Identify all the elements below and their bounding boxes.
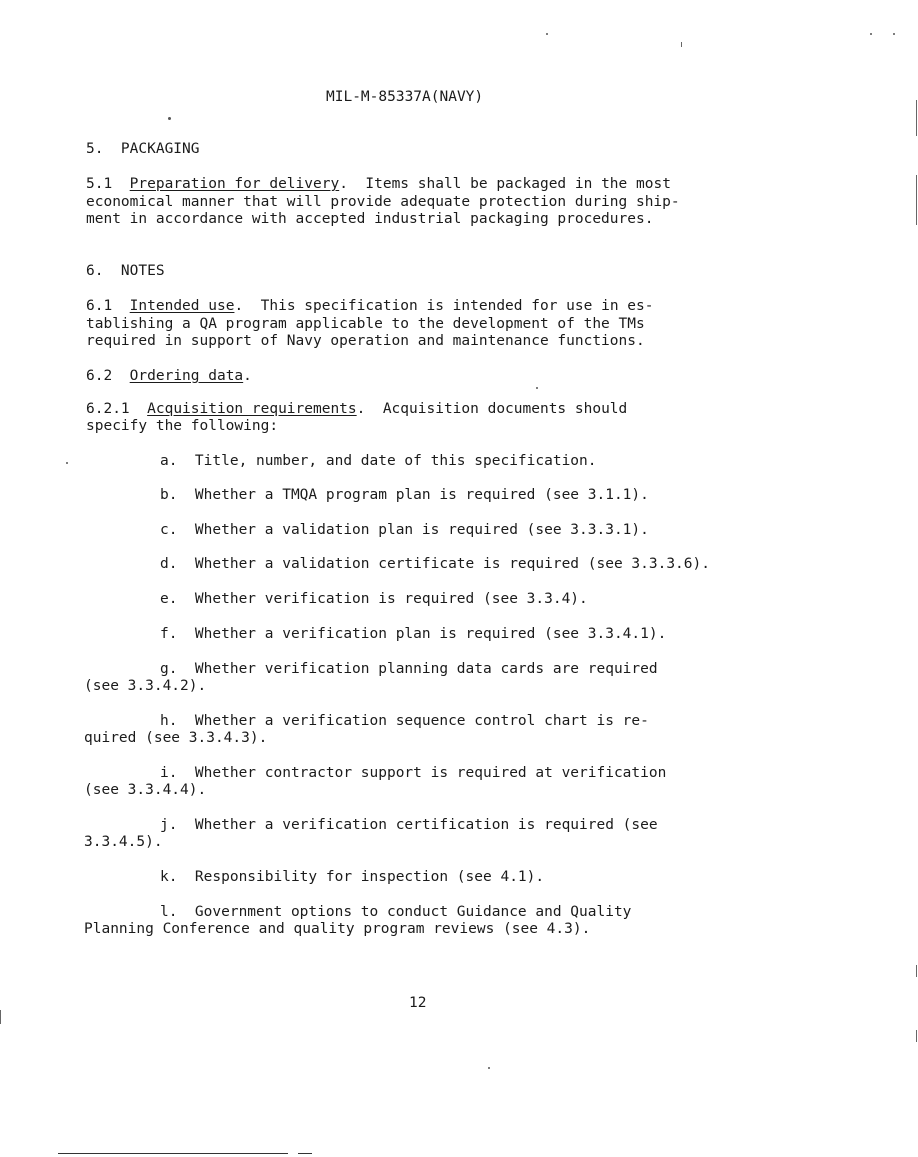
list-item-g-line1: g. Whether verification planning data cards are required <box>160 661 658 677</box>
list-item-b: b. Whether a TMQA program plan is required (see 3.1.1). <box>160 487 649 503</box>
para-6-2-period: . <box>243 368 252 384</box>
para-5-1-line1 <box>86 176 671 193</box>
list-item-i-line1: i. Whether contractor support is required at verification <box>160 765 667 781</box>
scan-edge-mark <box>916 175 917 225</box>
para-6-1-line1 <box>86 298 653 315</box>
list-item-l-line1: l. Government options to conduct Guidance and Quality <box>160 904 632 920</box>
para-5-1-number: 5.1 <box>86 176 113 192</box>
scan-bottom-rule <box>58 1153 288 1154</box>
list-item-h-line1: h. Whether a verification sequence control chart is re- <box>160 713 649 729</box>
list-item-a: a. Title, number, and date of this specification. <box>160 453 597 469</box>
para-6-2-1-line1 <box>86 401 627 418</box>
para-5-1-title: Preparation for delivery <box>129 176 340 192</box>
scan-edge-mark <box>916 965 917 977</box>
para-5-1-line2: economical manner that will provide adequate protection during ship- <box>86 194 680 210</box>
para-6-2-number: 6.2 <box>86 368 113 384</box>
scan-speck <box>66 462 68 464</box>
para-6-2 <box>86 368 252 385</box>
para-6-2-title: Ordering data <box>129 368 244 384</box>
scan-speck <box>870 33 872 35</box>
scan-edge-mark <box>916 1030 917 1042</box>
para-6-2-1-line2: specify the following: <box>86 418 279 434</box>
scan-speck <box>893 33 895 35</box>
para-6-1-line1-text: . This specification is intended for use in es- <box>234 298 654 314</box>
scan-bottom-rule <box>298 1153 312 1154</box>
para-6-1-line2: tablishing a QA program applicable to the development of the TMs <box>86 316 645 332</box>
list-item-j-line2: 3.3.4.5). <box>84 834 163 850</box>
list-item-l-line2: Planning Conference and quality program reviews (see 4.3). <box>84 921 591 937</box>
list-item-j-line1: j. Whether a verification certification is required (see <box>160 817 658 833</box>
section-5-heading: 5. PACKAGING <box>86 141 200 157</box>
list-item-h-line2: quired (see 3.3.4.3). <box>84 730 268 746</box>
para-6-2-1-line1-text: . Acquisition documents should <box>356 401 628 417</box>
para-6-1-line3: required in support of Navy operation and maintenance functions. <box>86 333 645 349</box>
para-6-1-number: 6.1 <box>86 298 113 314</box>
scan-speck <box>546 33 548 35</box>
list-item-i-line2: (see 3.3.4.4). <box>84 782 207 798</box>
list-item-c: c. Whether a validation plan is required (see 3.3.3.1). <box>160 522 649 538</box>
para-5-1-line1-text: . Items shall be packaged in the most <box>339 176 671 192</box>
para-6-2-1-number: 6.2.1 <box>86 401 130 417</box>
scan-edge-mark <box>681 42 682 47</box>
list-item-k: k. Responsibility for inspection (see 4.1). <box>160 869 545 885</box>
scan-edge-mark <box>916 100 917 136</box>
para-5-1-line3: ment in accordance with accepted industrial packaging procedures. <box>86 211 654 227</box>
list-item-f: f. Whether a verification plan is required (see 3.3.4.1). <box>160 626 667 642</box>
scan-edge-mark <box>0 1010 1 1024</box>
list-item-d: d. Whether a validation certificate is required (see 3.3.3.6). <box>160 556 710 572</box>
scan-speck <box>168 117 171 120</box>
scan-speck <box>488 1067 490 1069</box>
para-6-2-1-title: Acquisition requirements <box>147 401 357 417</box>
page-number: 12 <box>409 995 427 1011</box>
section-6-heading: 6. NOTES <box>86 263 165 279</box>
scan-speck <box>536 387 538 389</box>
document-id-header: MIL-M-85337A(NAVY) <box>326 89 484 105</box>
para-6-1-title: Intended use <box>129 298 235 314</box>
list-item-e: e. Whether verification is required (see 3.3.4). <box>160 591 588 607</box>
list-item-g-line2: (see 3.3.4.2). <box>84 678 207 694</box>
